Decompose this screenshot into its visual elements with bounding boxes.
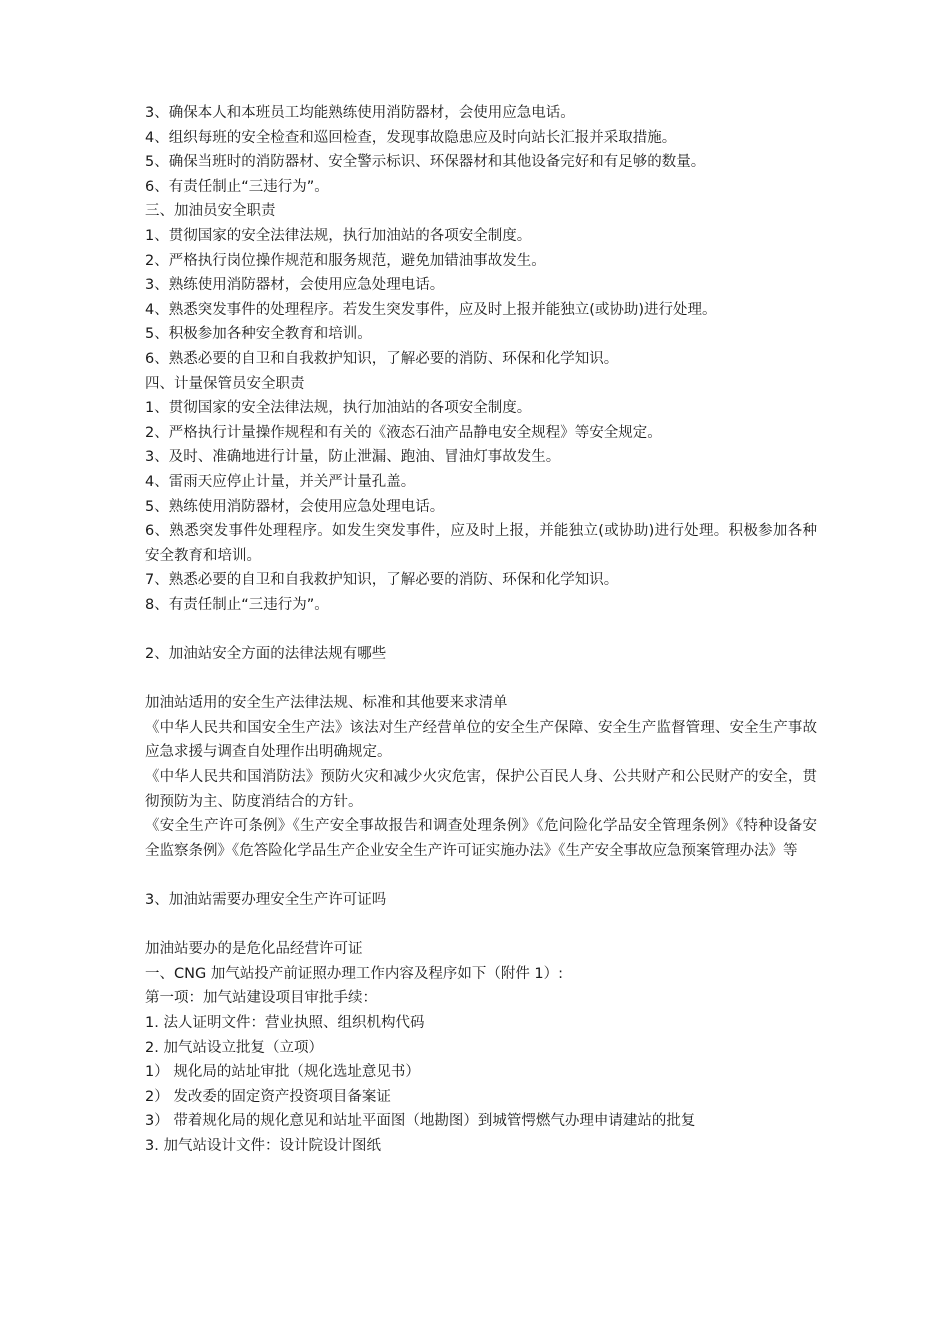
refueler-item-6: 6、熟悉必要的自卫和自我救护知识，了解必要的消防、环保和化学知识。: [145, 350, 619, 367]
permit-line-3: 1. 法人证明文件：营业执照、组织机构代码: [145, 1014, 425, 1031]
permit-line-4: 2. 加气站设立批复（立项）: [145, 1039, 323, 1056]
refueler-item-5: 5、积极参加各种安全教育和培训。: [145, 326, 372, 343]
permit-line-5: 1） 规化局的站址审批（规化选址意见书）: [145, 1064, 420, 1081]
question-heading-permit: 3、加油站需要办理安全生产许可证吗: [145, 892, 387, 908]
permit-line-2: 第一项：加气站建设项目审批手续：: [145, 990, 377, 1007]
metering-item-8: 8、有责任制止“三违行为”。: [145, 596, 329, 613]
metering-item-6: 6、熟悉突发事件处理程序。如发生突发事件，应及时上报，并能独立(或协助)进行处理。积极参加各种安全教育和培训。: [145, 523, 817, 564]
section-heading-metering: 四、计量保管员安全职责: [145, 375, 305, 392]
refueler-item-2: 2、严格执行岗位操作规范和服务规范，避免加错油事故发生。: [145, 252, 546, 269]
laws-intro: 加油站适用的安全生产法律法规、标准和其他要来求清单: [145, 695, 508, 712]
metering-item-1: 1、贯彻国家的安全法律法规，执行加油站的各项安全制度。: [145, 400, 532, 417]
metering-item-5: 5、熟练使用消防器材，会使用应急处理电话。: [145, 498, 445, 515]
metering-item-7: 7、熟悉必要的自卫和自我救护知识，了解必要的消防、环保和化学知识。: [145, 572, 619, 589]
spacer: [145, 667, 817, 692]
refueler-item-1: 1、贯彻国家的安全法律法规，执行加油站的各项安全制度。: [145, 227, 532, 244]
metering-item-3: 3、及时、准确地进行计量，防止泄漏、跑油、冒油灯事故发生。: [145, 449, 561, 466]
duty-item-5: 5、确保当班时的消防器材、安全警示标识、环保器材和其他设备完好和有足够的数量。: [145, 154, 706, 171]
duty-item-3: 3、确保本人和本班员工均能熟练使用消防器材，会使用应急电话。: [145, 105, 575, 121]
metering-item-2: 2、严格执行计量操作规程和有关的《液态石油产品静电安全规程》等安全规定。: [145, 424, 662, 441]
document-body: [145, 101, 817, 1159]
refueler-item-4: 4、熟悉突发事件的处理程序。若发生突发事件，应及时上报并能独立(或协助)进行处理。: [145, 301, 717, 318]
duty-item-6: 6、有责任制止“三违行为”。: [145, 178, 329, 195]
permit-line-7: 3） 带着规化局的规化意见和站址平面图（地勘图）到城管愕燃气办理申请建站的批复: [145, 1113, 696, 1130]
metering-item-4: 4、雷雨天应停止计量，并关严计量孔盖。: [145, 473, 416, 490]
permit-line-8: 3. 加气站设计文件：设计院设计图纸: [145, 1137, 381, 1154]
laws-paragraph-fire-act: 《中华人民共和国消防法》预防火灾和减少火灾危害，保护公百民人身、公共财产和公民财产的安全，贯彻预防为主、防度消结合的方针。: [145, 769, 817, 810]
permit-line-6: 2） 发改委的固定资产投资项目备案证: [145, 1088, 391, 1105]
permit-line-1: 一、CNG 加气站投产前证照办理工作内容及程序如下（附件 1）:: [145, 965, 564, 982]
laws-paragraph-safety-act: 《中华人民共和国安全生产法》该法对生产经营单位的安全生产保障、安全生产监督管理、安全生产事故应急求援与调查自处理作出明确规定。: [145, 719, 817, 761]
duty-item-4: 4、组织每班的安全检查和巡回检查，发现事故隐患应及时向站长汇报并采取措施。: [145, 129, 677, 146]
section-heading-refueler: 三、加油员安全职责: [145, 203, 276, 220]
laws-paragraph-regulations: 《安全生产许可条例》《生产安全事故报告和调查处理条例》《危问险化学品安全管理条例》《特种设备安全监察条例》《危答险化学品生产企业安全生产许可证实施办法》《生产安全事故应急预案管理办法》等: [145, 818, 817, 859]
spacer: [145, 863, 817, 888]
refueler-item-3: 3、熟练使用消防器材，会使用应急处理电话。: [145, 277, 445, 294]
question-heading-laws: 2、加油站安全方面的法律法规有哪些: [145, 646, 387, 663]
permit-intro: 加油站要办的是危化品经营许可证: [145, 941, 363, 958]
spacer: [145, 617, 817, 642]
spacer: [145, 913, 817, 938]
